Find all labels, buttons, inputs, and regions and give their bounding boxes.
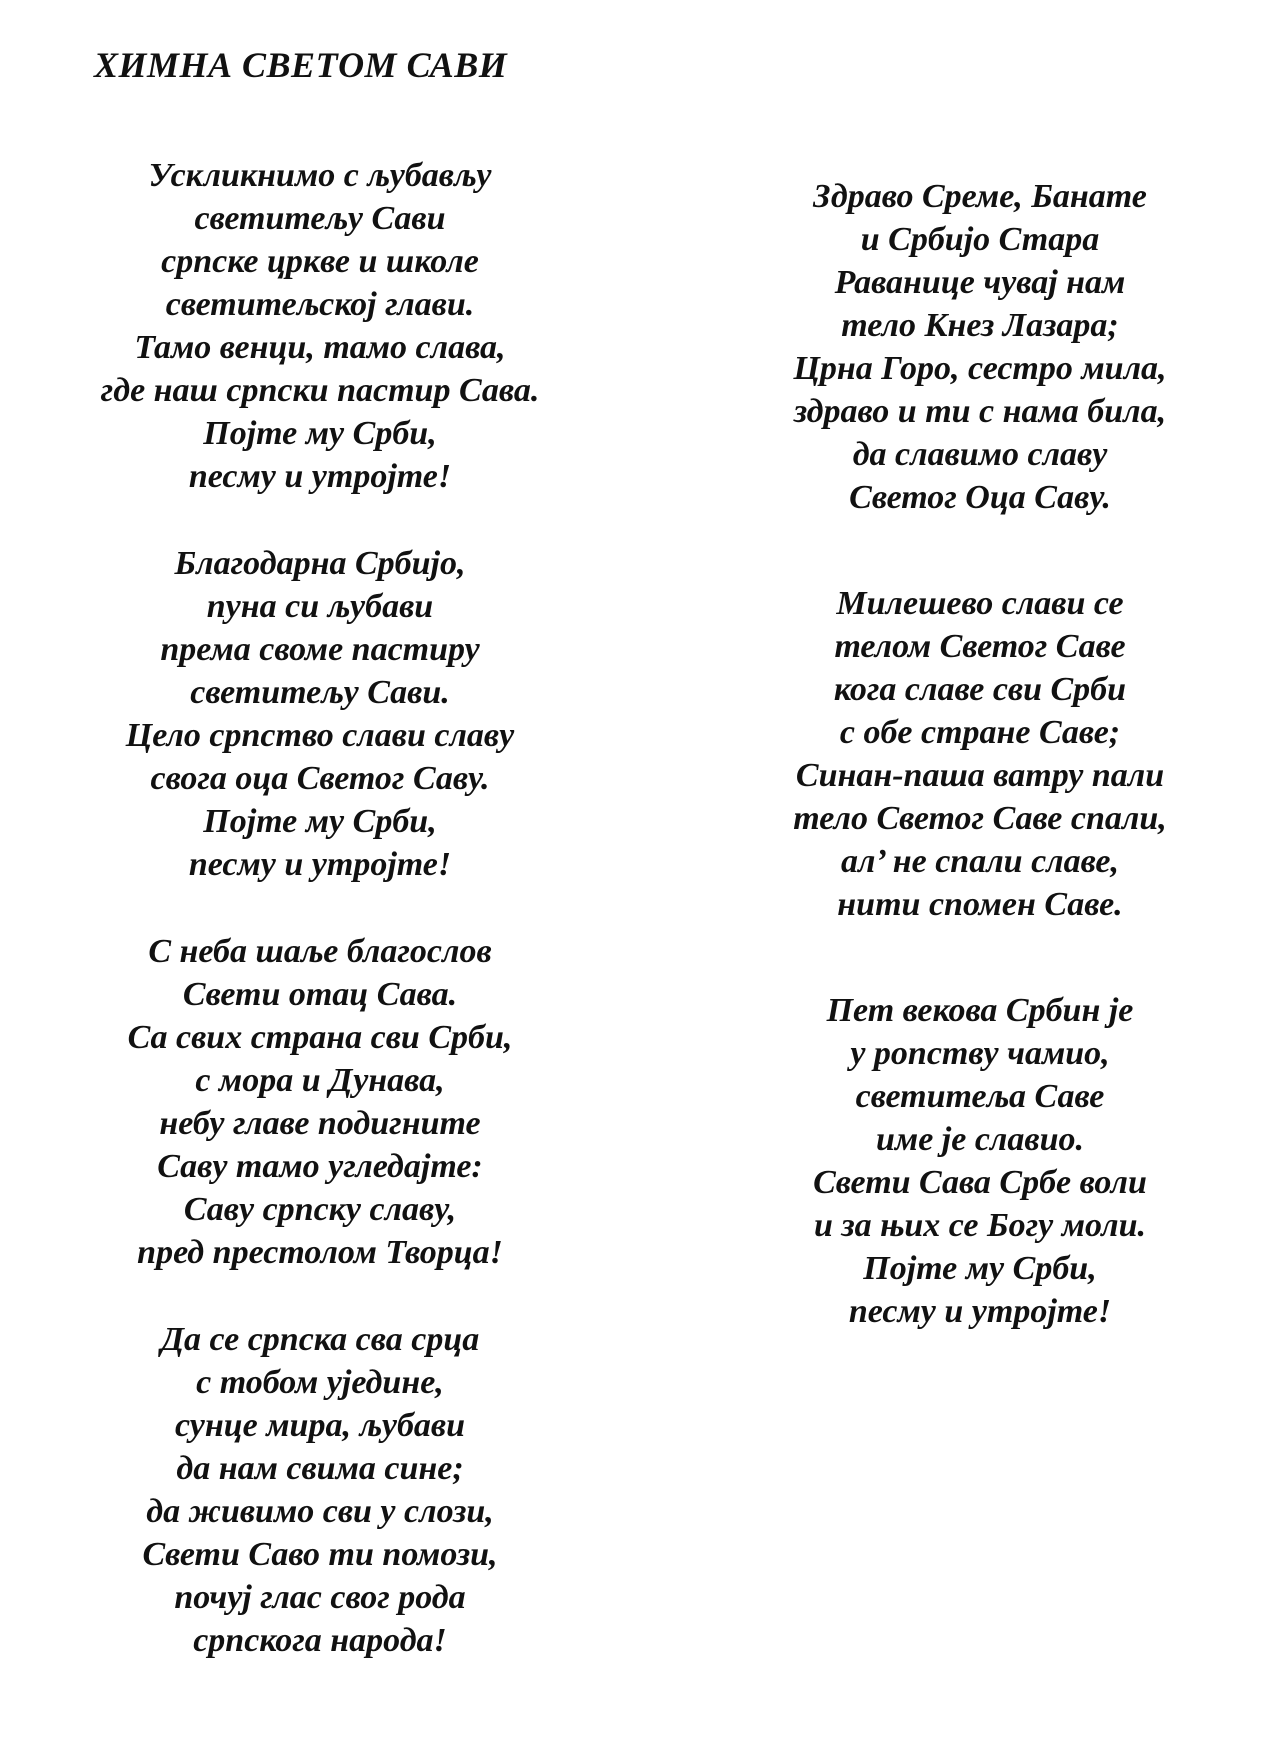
verse-line: Светог Оца Саву.	[849, 479, 1111, 516]
verse-line: у ропству чамио,	[850, 1035, 1110, 1072]
verse-line: Цело српство слави славу	[125, 717, 515, 754]
verse-line: кога славе сви Срби	[833, 671, 1127, 708]
verse-line: Свети Саво ти помози,	[142, 1536, 498, 1573]
verse-line: ал’ не спали славе,	[841, 843, 1119, 880]
verse-line: пуна си љубави	[206, 588, 434, 625]
document-title: ХИМНА СВЕТОМ САВИ	[94, 45, 508, 85]
verse-line: светитељу Сави.	[190, 674, 450, 711]
verse-line: сунце мира, љубави	[174, 1407, 466, 1444]
verse-line: да славимо славу	[852, 436, 1108, 473]
verse-line: здраво и ти с нама била,	[793, 393, 1167, 430]
verse-line: песму и утројте!	[848, 1293, 1112, 1330]
verse-line: с обе стране Саве;	[839, 714, 1121, 751]
verse-line: светитељу Сави	[194, 200, 446, 237]
verse-line: да живимо сви у слози,	[146, 1493, 494, 1530]
stanza	[60, 1318, 580, 1662]
verse-line: телом Светог Саве	[834, 628, 1126, 665]
stanza	[720, 175, 1240, 519]
verse-line: светитељској глави.	[165, 286, 475, 323]
verse-line: да нам свима сине;	[176, 1450, 464, 1487]
stanza	[60, 542, 580, 886]
verse-line: према своме пастиру	[160, 631, 480, 668]
verse-line: почуј глас свог рода	[174, 1579, 466, 1616]
verse-line: светитеља Саве	[855, 1078, 1105, 1115]
verse-line: Појте му Срби,	[863, 1250, 1097, 1287]
verse-line: Црна Горо, сестро мила,	[793, 350, 1167, 387]
verse-line: пред престолом Творца!	[137, 1234, 503, 1271]
verse-line: Милешево слави се	[836, 585, 1124, 622]
verse-line: песму и утројте!	[188, 458, 452, 495]
verse-line: С неба шаље благослов	[148, 933, 492, 970]
verse-line: Са свих страна сви Срби,	[127, 1019, 513, 1056]
verse-line: Тамо венци, тамо слава,	[134, 329, 506, 366]
verse-line: песму и утројте!	[188, 846, 452, 883]
verse-line: нити спомен Саве.	[837, 886, 1123, 923]
verse-line: Свети отац Сава.	[182, 976, 458, 1013]
verse-line: српске цркве и школе	[161, 243, 479, 280]
stanza	[720, 582, 1240, 926]
verse-line: и за њих се Богу моли.	[813, 1207, 1147, 1244]
stanza	[720, 989, 1240, 1333]
verse-line: Појте му Срби,	[203, 803, 437, 840]
verse-line: српскога народа!	[193, 1622, 447, 1659]
verse-line: Пет векова Србин је	[826, 992, 1134, 1029]
verse-line: с мора и Дунава,	[195, 1062, 445, 1099]
stanza	[60, 154, 580, 498]
verse-line: и Србијо Стара	[860, 221, 1100, 258]
stanza	[60, 930, 580, 1274]
verse-line: име је славио.	[876, 1121, 1084, 1158]
verse-line: тело Светог Саве спали,	[793, 800, 1167, 837]
verse-line: Саву српску славу,	[183, 1191, 457, 1228]
left-column	[60, 154, 580, 1706]
verse-line: Синан-паша ватру пали	[795, 757, 1165, 794]
verse-line: Раванице чувај нам	[834, 264, 1126, 301]
verse-line: где наш српски пастир Сава.	[100, 372, 540, 409]
verse-line: Свети Сава Србе воли	[813, 1164, 1147, 1201]
verse-line: Ускликнимо с љубављу	[148, 157, 492, 194]
verse-line: тело Кнез Лазара;	[841, 307, 1119, 344]
verse-line: с тобом уједине,	[196, 1364, 444, 1401]
verse-line: Благодарна Србијо,	[174, 545, 466, 582]
verse-line: свога оца Светог Саву.	[150, 760, 490, 797]
verse-line: небу главе подигните	[159, 1105, 481, 1142]
verse-line: Саву тамо угледајте:	[157, 1148, 483, 1185]
verse-line: Да се српска сва срца	[160, 1321, 480, 1358]
verse-line: Појте му Срби,	[203, 415, 437, 452]
right-column	[720, 175, 1240, 1396]
verse-line: Здраво Среме, Банате	[813, 178, 1147, 215]
